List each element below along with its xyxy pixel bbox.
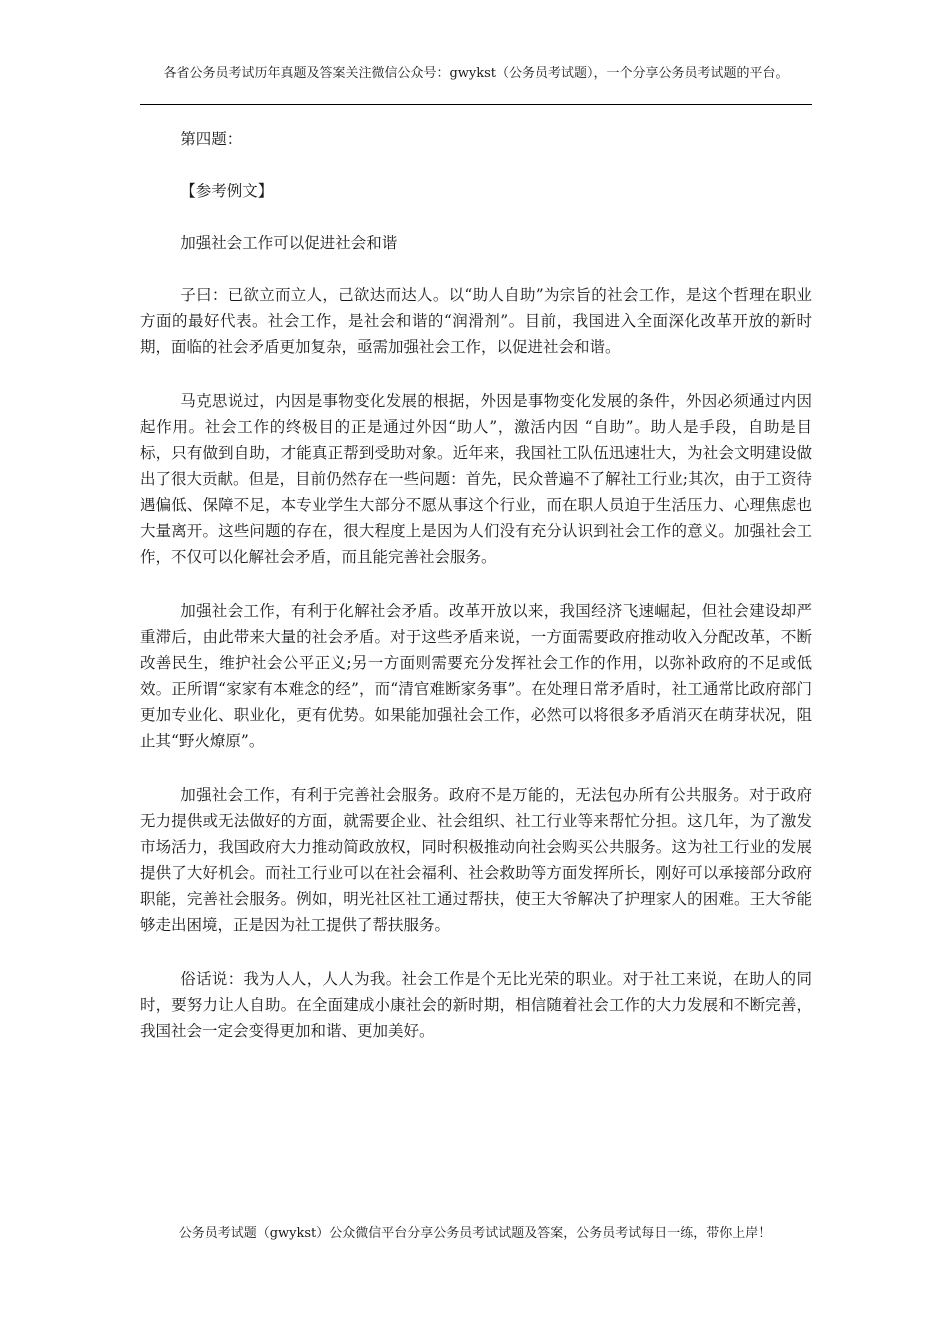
- paragraph: 子曰：已欲立而立人，己欲达而达人。以“助人自助”为宗旨的社会工作，是这个哲理在职业方面的最好代表。社会工作，是社会和谐的“润滑剂”。目前，我国进入全面深化改革开放的新时期，面临的社会矛盾更加复杂，亟需加强社会工作，以促进社会和谐。: [140, 286, 812, 356]
- paragraph: 加强社会工作，有利于化解社会矛盾。改革开放以来，我国经济飞速崛起，但社会建设却严重滞后，由此带来大量的社会矛盾。对于这些矛盾来说，一方面需要政府推动收入分配改革，不断改善民生，维护社会公平正义;另一方面则需要充分发挥社会工作的作用，以弥补政府的不足或低效。正所谓“家家有本难念的经”，而“清官难断家务事”。在处理日常矛盾时，社工通常比政府部门更加专业化、职业化，更有优势。如果能加强社会工作，必然可以将很多矛盾消灭在萌芽状况，阻止其“野火燎原”。: [140, 602, 812, 750]
- section-label: 【参考例文】: [180, 182, 274, 200]
- question-label: 第四题：: [180, 130, 243, 148]
- paragraph: 马克思说过，内因是事物变化发展的根据，外因是事物变化发展的条件，外因必须通过内因起作用。社会工作的终极目的正是通过外因“助人”，激活内因 “自助”。助人是手段，自助是目标，只有做到自助，才能真正帮到受助对象。近年来，我国社工队伍迅速壮大，为社会文明建设做出了很大贡献。但是，目前仍然存在一些问题：首先，民众普遍不了解社工行业;其次，由于工资待遇偏低、保障不足，本专业学生大部分不愿从事这个行业，而在职人员迫于生活压力、心理焦虑也大量离开。这些问题的存在，很大程度上是因为人们没有充分认识到社会工作的意义。加强社会工作，不仅可以化解社会矛盾，而且能完善社会服务。: [140, 392, 812, 566]
- page-header: 各省公务员考试历年真题及答案关注微信公众号：gwykst（公务员考试题），一个分享公务员考试题的平台。: [163, 66, 789, 81]
- paragraph: 俗话说：我为人人，人人为我。社会工作是个无比光荣的职业。对于社工来说，在助人的同时，要努力让人自助。在全面建成小康社会的新时期，相信随着社会工作的大力发展和不断完善，我国社会一定会变得更加和谐、更加美好。: [140, 970, 812, 1040]
- document-body: [140, 126, 812, 1072]
- paragraph: 加强社会工作，有利于完善社会服务。政府不是万能的，无法包办所有公共服务。对于政府无力提供或无法做好的方面，就需要企业、社会组织、社工行业等来帮忙分担。这几年，为了激发市场活力，我国政府大力推动简政放权，同时积极推动向社会购买公共服务。这为社工行业的发展提供了大好机会。而社工行业可以在社会福利、社会救助等方面发挥所长，刚好可以承接部分政府职能，完善社会服务。例如，明光社区社工通过帮扶，使王大爷解决了护理家人的困难。王大爷能够走出困境，正是因为社工提供了帮扶服务。: [140, 786, 812, 934]
- essay-title: 加强社会工作可以促进社会和谐: [180, 234, 398, 252]
- header-divider: [140, 104, 812, 105]
- page-footer: 公务员考试题（gwykst）公众微信平台分享公务员考试试题及答案，公务员考试每日一练，带你上岸！: [178, 1226, 772, 1241]
